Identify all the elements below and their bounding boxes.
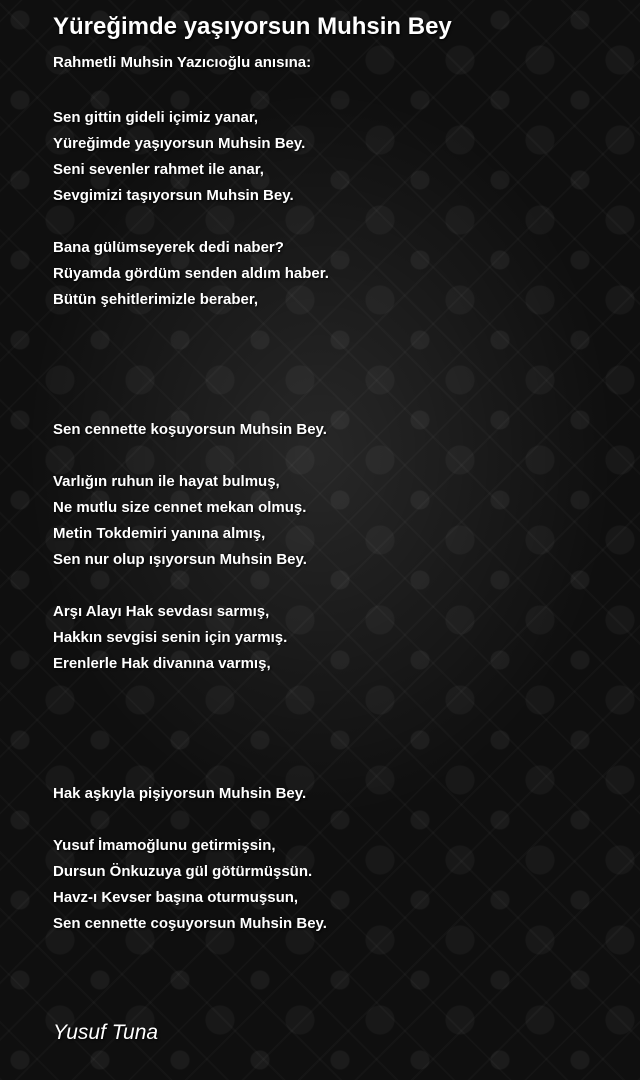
poem-line: Sen gittin gideli içimiz yanar, <box>53 109 259 126</box>
stanza-gap <box>53 573 613 599</box>
stanza-gap <box>53 755 613 781</box>
stanza-gap <box>53 703 613 729</box>
poem-line: Sen cennette koşuyorsun Muhsin Bey. <box>53 421 327 438</box>
poem-author: Yusuf Tuna <box>53 1021 159 1044</box>
poem-body <box>53 105 613 937</box>
poem-line: Bütün şehitlerimizle beraber, <box>53 291 259 308</box>
poem-line: Ne mutlu size cennet mekan olmuş. <box>53 499 307 516</box>
stanza-gap <box>53 391 613 417</box>
poem-dedication: Rahmetli Muhsin Yazıcıoğlu anısına: <box>53 54 312 71</box>
poem-line: Arşı Alayı Hak sevdası sarmış, <box>53 603 270 620</box>
poem-line: Yusuf İmamoğlunu getirmişsin, <box>53 837 276 854</box>
stanza-gap <box>53 313 613 339</box>
stanza-gap <box>53 443 613 469</box>
poem-line: Bana gülümseyerek dedi naber? <box>53 239 284 256</box>
poem-line: Yüreğimde yaşıyorsun Muhsin Bey. <box>53 135 306 152</box>
poem-line: Metin Tokdemiri yanına almış, <box>53 525 266 542</box>
poem-line: Sen nur olup ışıyorsun Muhsin Bey. <box>53 551 307 568</box>
stanza-gap <box>53 807 613 833</box>
stanza-gap <box>53 729 613 755</box>
poem-title: Yüreğimde yaşıyorsun Muhsin Bey <box>53 13 452 40</box>
poem-line: Varlığın ruhun ile hayat bulmuş, <box>53 473 280 490</box>
poem-line: Hakkın sevgisi senin için yarmış. <box>53 629 288 646</box>
poem-line: Havz-ı Kevser başına oturmuşsun, <box>53 889 299 906</box>
poem-line: Seni sevenler rahmet ile anar, <box>53 161 264 178</box>
poem-line: Sevgimizi taşıyorsun Muhsin Bey. <box>53 187 294 204</box>
stanza-gap <box>53 365 613 391</box>
poem-line: Dursun Önkuzuya gül götürmüşsün. <box>53 863 313 880</box>
stanza-gap <box>53 339 613 365</box>
poem-line: Rüyamda gördüm senden aldım haber. <box>53 265 329 282</box>
stanza-gap <box>53 677 613 703</box>
stanza-gap <box>53 209 613 235</box>
poem-line: Sen cennette coşuyorsun Muhsin Bey. <box>53 915 327 932</box>
poem-line: Hak aşkıyla pişiyorsun Muhsin Bey. <box>53 785 307 802</box>
poem-line: Erenlerle Hak divanına varmış, <box>53 655 271 672</box>
